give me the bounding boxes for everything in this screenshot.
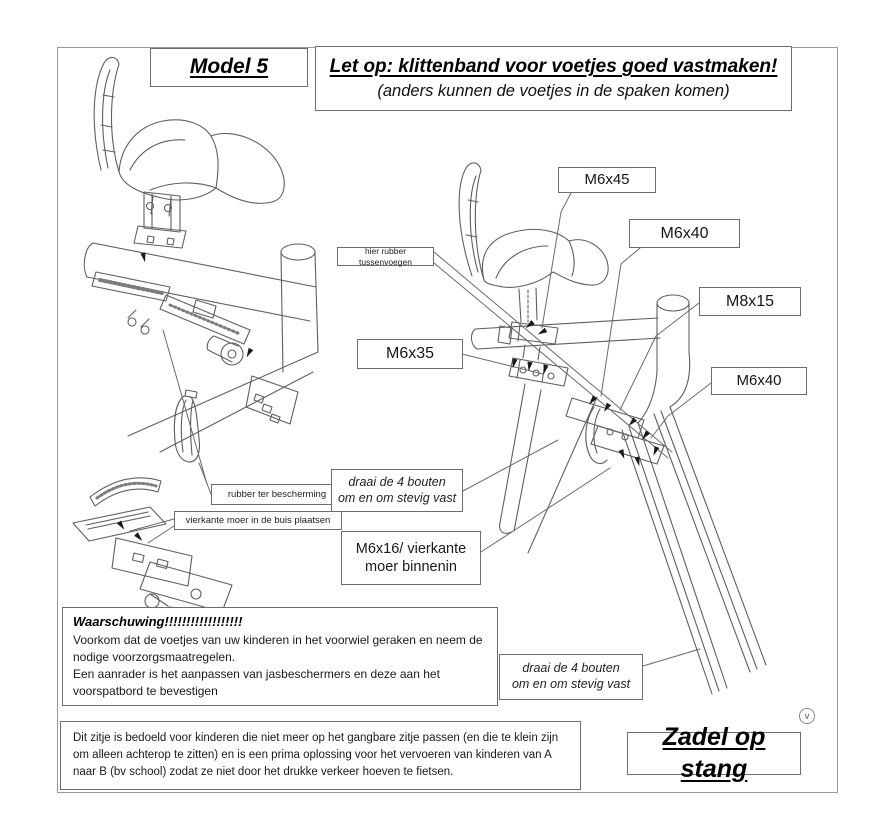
tighten-line2: om en om stevig vast — [511, 677, 631, 691]
clamp-tube-drawing — [84, 243, 318, 452]
info-body: Dit zitje is bedoeld voor kinderen die niet meer op het gangbare zitje passen (en die te klein zijn om alleen achterop te zitten) en is een prima oplossing voor het vervoeren van kinderen van A naar B (bv school) zodat ze niet door het drukke verkeer hoeven te fietsen. — [73, 731, 559, 779]
tighten-line1: draai de 4 bouten — [348, 474, 446, 489]
part-label-m6x35: M6x35 — [357, 339, 463, 369]
info-box — [60, 721, 581, 790]
notice-subtitle: (anders kunnen de voetjes in de spaken komen) — [377, 82, 730, 101]
part-label-m8x15: M8x15 — [699, 287, 801, 316]
notice-title: Let op: klittenband voor voetjes goed vastmaken! — [329, 56, 778, 78]
warning-body-2: Een aanrader is het aanpassen van jasbeschermers en deze aan het voorspatbord te bevestigen — [73, 666, 440, 698]
model-title — [150, 48, 308, 87]
label-tighten-bolts-front — [331, 469, 463, 512]
label-rubber-between: hier rubber tussenvoegen — [337, 247, 434, 266]
warning-box — [62, 607, 498, 706]
model-label: Model 5 — [189, 55, 269, 79]
notice-box — [315, 46, 792, 111]
tighten-line1: draai de 4 bouten — [522, 661, 620, 676]
footer-title-box — [627, 723, 801, 783]
part-label-m6x40-top: M6x40 — [629, 219, 740, 248]
part-label-m6x40-low: M6x40 — [711, 367, 807, 395]
label-tighten-bolts-rear — [499, 654, 643, 700]
label-m6x16-square-nut — [341, 531, 481, 585]
version-mark: v — [799, 708, 815, 724]
m6x16-line2: moer binnenin — [365, 559, 457, 575]
rubber-strip-drawing — [174, 390, 199, 462]
label-rubber-protection: rubber ter bescherming — [211, 484, 343, 505]
warning-title: Waarschuwing!!!!!!!!!!!!!!!!!! — [73, 614, 243, 630]
tighten-line2: om en om stevig vast — [337, 490, 457, 505]
mounting-bracket-drawing — [73, 478, 232, 618]
m6x16-line1: M6x16/ vierkante — [355, 540, 467, 557]
warning-body-1: Voorkom dat de voetjes van uw kinderen in het voorwiel geraken en neem de nodige voorzorgsmaatregelen. — [73, 632, 483, 664]
footer-title: Zadel op stang — [662, 723, 766, 783]
label-square-nut-tube: vierkante moer in de buis plaatsen — [174, 511, 342, 530]
part-label-m6x45: M6x45 — [558, 167, 656, 193]
